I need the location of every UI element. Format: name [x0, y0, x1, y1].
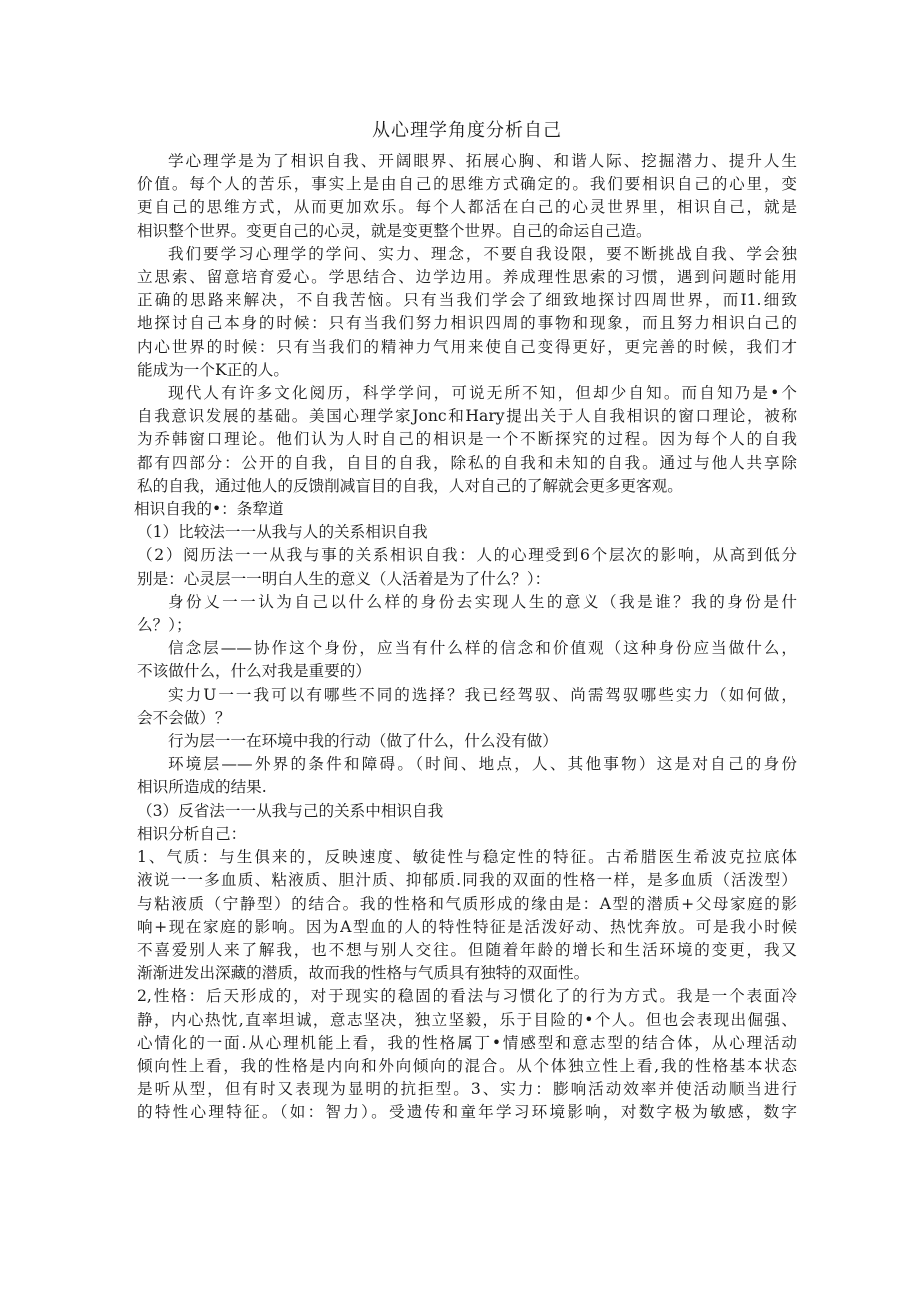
text-line: 实力U一一我可以有哪些不同的选择？我已经驾驭、尚需驾驭哪些实力（如何做， [168, 685, 797, 704]
text-line: 不喜爱别人来了解我，也不想与别人交往。但随着年龄的增长和生活环境的变更，我又 [137, 940, 797, 959]
text-line: 心情化的一面.从心理机能上看，我的性格属丁•情感型和意志型的结合体，从心理活动 [137, 1033, 797, 1052]
text-line: 相识分析自己： [137, 824, 247, 843]
text-line: 别是：心灵层一一明白人生的意义（人活着是为了什么？）： [137, 569, 551, 588]
text-line: 正确的思路来解决，不自我苦恼。只有当我们学会了细致地探讨四周世界，而I1.细致 [137, 291, 797, 310]
text-line: 相识自我的•：条犂道 [134, 500, 284, 519]
text-line: 渐渐进发出深藏的潜质，故而我的性格与气质具有独特的双面性。 [137, 964, 590, 983]
text-line: 能成为一个K正的人。 [137, 360, 289, 379]
text-line: 立思索、留意培育爱心。学思结合、边学边用。养成理性思索的习惯，遇到问题时能用 [137, 268, 797, 287]
text-line: 不该做什么，什么对我是重要的） [137, 662, 371, 681]
document-body [134, 150, 797, 1125]
text-line: 为乔韩窗口理论。他们认为人时自己的相识是一个不断探究的过程。因为每个人的自我 [137, 430, 797, 449]
text-line: 静，内心热忱,直率坦诚，意志坚决，独立坚毅，乐于目险的•个人。但也会表现出倔强、 [137, 1010, 797, 1029]
text-line: 价值。每个人的苦乐，事实上是由自己的思维方式确定的。我们要相识自己的心里，变 [137, 175, 797, 194]
text-line: 的特性心理特征。（如：智力）。受遗传和童年学习环境影响，对数字极为敏感，数字 [137, 1103, 797, 1122]
text-line: 我们要学习心理学的学问、实力、理念，不要自我设限，要不断挑战自我、学会独 [168, 244, 797, 263]
text-line: 2,性格：后天形成的，对于现实的稳固的看法与习惯化了的行为方式。我是一个表面冷 [137, 987, 797, 1006]
text-line: 私的自我，通过他人的反馈削减盲目的自我，人对自己的了解就会更多更客观。 [137, 476, 683, 495]
text-line: 与粘液质（宁静型）的结合。我的性格和气质形成的缘由是：A型的潜质+父母家庭的影 [137, 894, 797, 913]
text-line: 学心理学是为了相识自我、开阔眼界、拓展心胸、和谐人际、挖掘潜力、提升人生 [168, 152, 797, 170]
text-line: 环境层——外界的条件和障碍。（时间、地点，人、其他事物）这是对自己的身份 [168, 755, 797, 774]
text-line: （1）比较法一一从我与人的关系相识自我 [137, 523, 428, 542]
text-line: 是听从型，但有时又表现为显明的抗拒型。3、实力：膨响活动效率并使活动顺当进行 [137, 1080, 797, 1099]
text-line: 内心世界的时候：只有当我们的精神力气用来使自己变得更好，更完善的时候，我们才 [137, 337, 797, 356]
text-line: 液说一一多血质、粘液质、胆汁质、抑郁质.同我的双面的性格一样，是多血质（活泼型） [137, 871, 797, 890]
text-line: 响+现在家庭的影响。因为A型血的人的特性特征是活泼好动、热忱奔放。可是我小时候 [137, 917, 797, 936]
text-line: 身份乂一一认为自己以什么样的身份去实现人生的意义（我是谁？我的身份是什 [168, 592, 797, 611]
document-title: 从心理学角度分析自己 [372, 120, 562, 141]
text-line: 地探讨自己本身的时候：只有当我们努力相识四周的事物和现象，而且努力相识白己的 [137, 314, 797, 333]
text-line: 行为层一一在环境中我的行动（做了什么，什么没有做） [168, 732, 558, 751]
text-line: 自我意识发展的基础。美国心理学家Jonc和Hary提出关于人自我相识的窗口理论，被称 [137, 407, 797, 426]
text-line: 相识整个世界。变更自己的心灵，就是变更整个世界。自己的命运自己造。 [137, 221, 652, 240]
text-line: 倾向性上看，我的性格是内向和外向倾向的混合。从个体独立性上看,我的性格基本状态 [137, 1056, 797, 1075]
text-line: （2）阅历法一一从我与事的关系相识自我：人的心理受到6个层次的影响，从高到低分 [137, 546, 797, 565]
text-line: 现代人有许多文化阅历，科学学问，可说无所不知，但却少自知。而自知乃是•个 [168, 384, 797, 403]
text-line: （3）反省法一一从我与己的关系中相识自我 [137, 801, 444, 820]
document-page [134, 118, 797, 1125]
text-line: 信念层——协作这个身份，应当有什么样的信念和价值观（这种身份应当做什么， [168, 639, 797, 658]
text-line: 1、气质：与生俱来的，反映速度、敏徒性与稳定性的特征。古希腊医生希波克拉底体 [137, 848, 797, 867]
text-line: 相识所造成的结果. [137, 778, 267, 797]
text-line: 会不会做）？ [137, 708, 231, 727]
text-line: 更自己的思维方式，从而更加欢乐。每个人都活在白己的心灵世界里，相识自己，就是 [137, 198, 797, 217]
text-line: 么？）； [137, 616, 192, 635]
text-line: 都有四部分：公开的自我，自目的自我，除私的自我和未知的自我。通过与他人共享除 [137, 453, 797, 472]
